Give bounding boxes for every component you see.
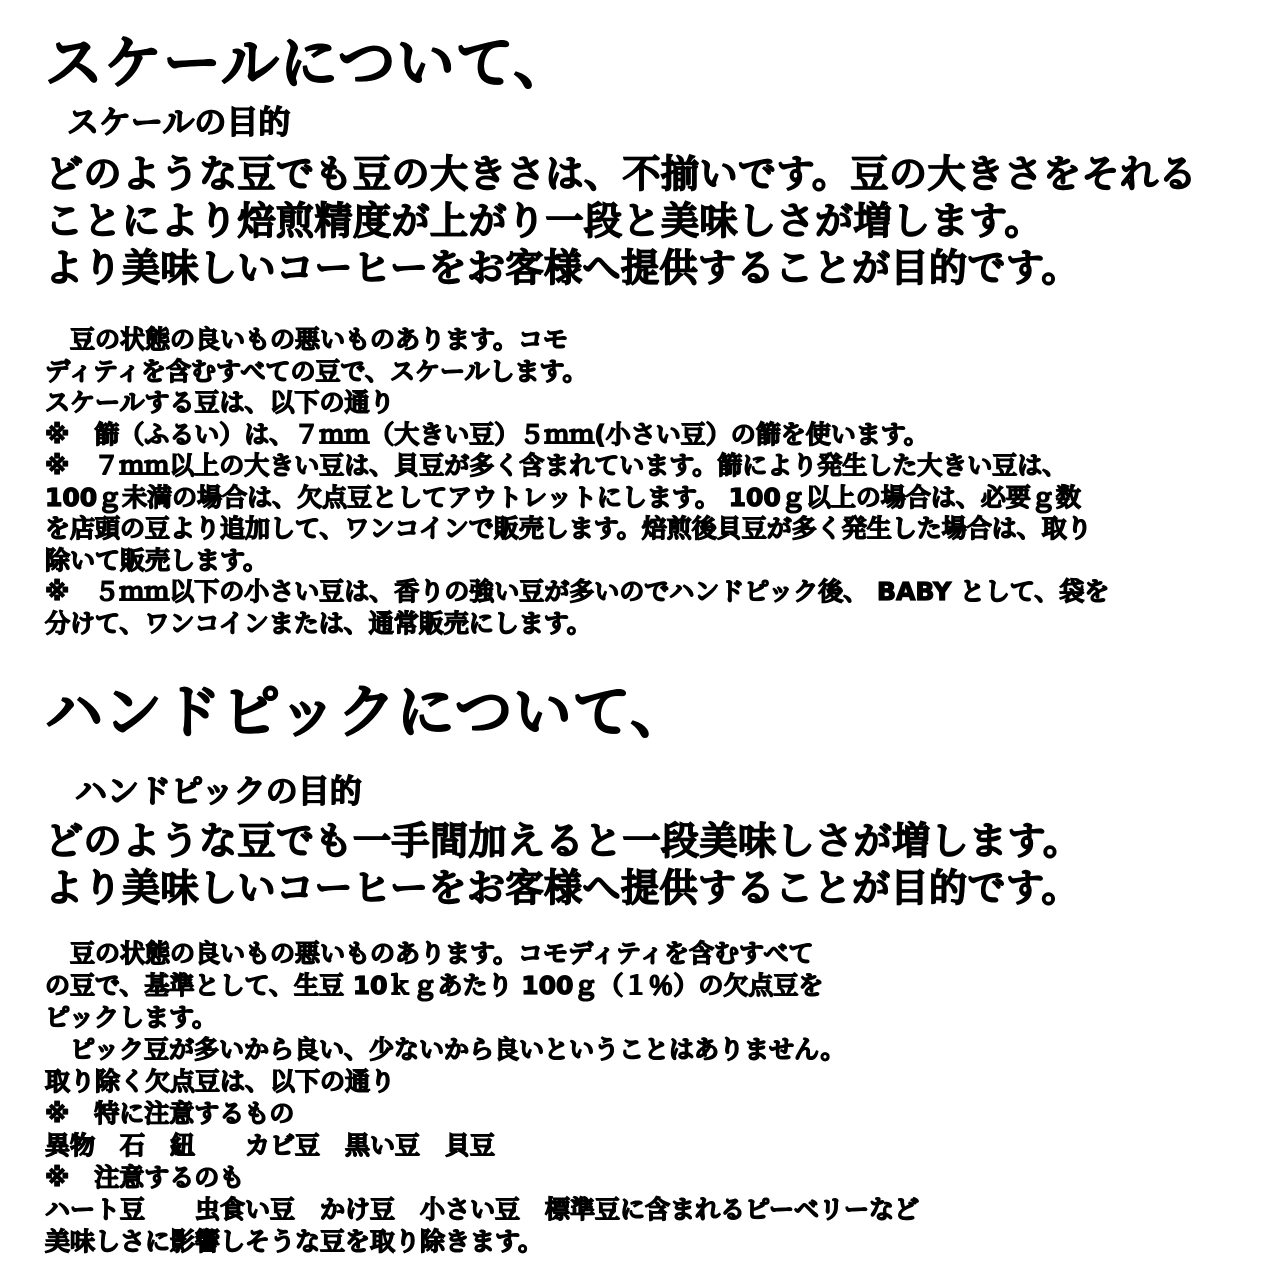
text-line: 分けて、ワンコインまたは、通常販売にします。 — [45, 608, 592, 638]
handpick-lead-paragraph — [45, 818, 1260, 912]
handpick-section-title: ハンドピックについて、 — [45, 678, 690, 747]
scale-section-title: スケールについて、 — [45, 29, 573, 97]
text-line: を店頭の豆より追加して、ワンコインで販売します。焙煎後貝豆が多く発生した場合は、取り — [45, 514, 1092, 544]
section-handpick — [45, 679, 1260, 1258]
section-scale — [45, 30, 1260, 639]
text-line: 美味しさに影響しそうな豆を取り除きます。 — [45, 1227, 544, 1257]
text-line: ※ 注意するのも — [45, 1163, 245, 1193]
text-line: 豆の状態の良いもの悪いものあります。コモ — [45, 325, 569, 355]
scale-lead-paragraph — [45, 151, 1260, 292]
text-line: より美味しいコーヒーをお客様へ提供することが目的です。 — [45, 246, 1080, 291]
text-line: 100ｇ未満の場合は、欠点豆としてアウトレットにします。 100ｇ以上の場合は、必要ｇ数 — [45, 482, 1081, 512]
text-line: ※ 篩（ふるい）は、７ｍｍ（大きい豆）５ｍｍ(小さい豆）の篩を使います。 — [45, 419, 929, 449]
text-line: ことにより焙煎精度が上がり一段と美味しさが増します。 — [45, 199, 1043, 244]
text-line: 豆の状態の良いもの悪いものあります。コモディティを含むすべて — [45, 939, 814, 969]
text-line: どのような豆でも一手間加えると一段美味しさが増します。 — [45, 819, 1082, 864]
text-line: ※ 特に注意するもの — [45, 1099, 295, 1129]
text-line: ※ ５ｍｍ以下の小さい豆は、香りの強い豆が多いのでハンドピック後、 BABY として、袋を — [45, 577, 1110, 607]
text-line: 異物 石 紐 カビ豆 黒い豆 貝豆 — [45, 1131, 496, 1161]
handpick-body-paragraph — [45, 938, 1260, 1258]
text-line: ディティを含むすべての豆で、スケールします。 — [45, 356, 588, 386]
text-line: ※ ７ｍｍ以上の大きい豆は、貝豆が多く含まれています。篩により発生した大きい豆は、 — [45, 451, 1068, 481]
scale-body-paragraph — [45, 324, 1260, 639]
scale-section-subtitle: スケールの目的 — [67, 102, 291, 141]
text-line: 取り除く欠点豆は、以下の通り — [45, 1067, 396, 1097]
text-line: 除いて販売します。 — [45, 545, 269, 575]
text-line: どのような豆でも豆の大きさは、不揃いです。豆の大きさをそれる — [45, 152, 1197, 197]
text-line: ハート豆 虫食い豆 かけ豆 小さい豆 標準豆に含まれるピーベリーなど — [45, 1195, 920, 1225]
text-line: の豆で、基準として、生豆 10ｋｇあたり 100ｇ（１％）の欠点豆を — [45, 971, 824, 1001]
text-line: スケールする豆は、以下の通り — [45, 388, 395, 418]
text-line: ピックします。 — [45, 1003, 218, 1033]
text-line: より美味しいコーヒーをお客様へ提供することが目的です。 — [45, 866, 1080, 911]
text-line: ピック豆が多いから良い、少ないから良いということはありません。 — [45, 1035, 846, 1065]
handpick-section-subtitle: ハンドピックの目的 — [75, 771, 362, 810]
